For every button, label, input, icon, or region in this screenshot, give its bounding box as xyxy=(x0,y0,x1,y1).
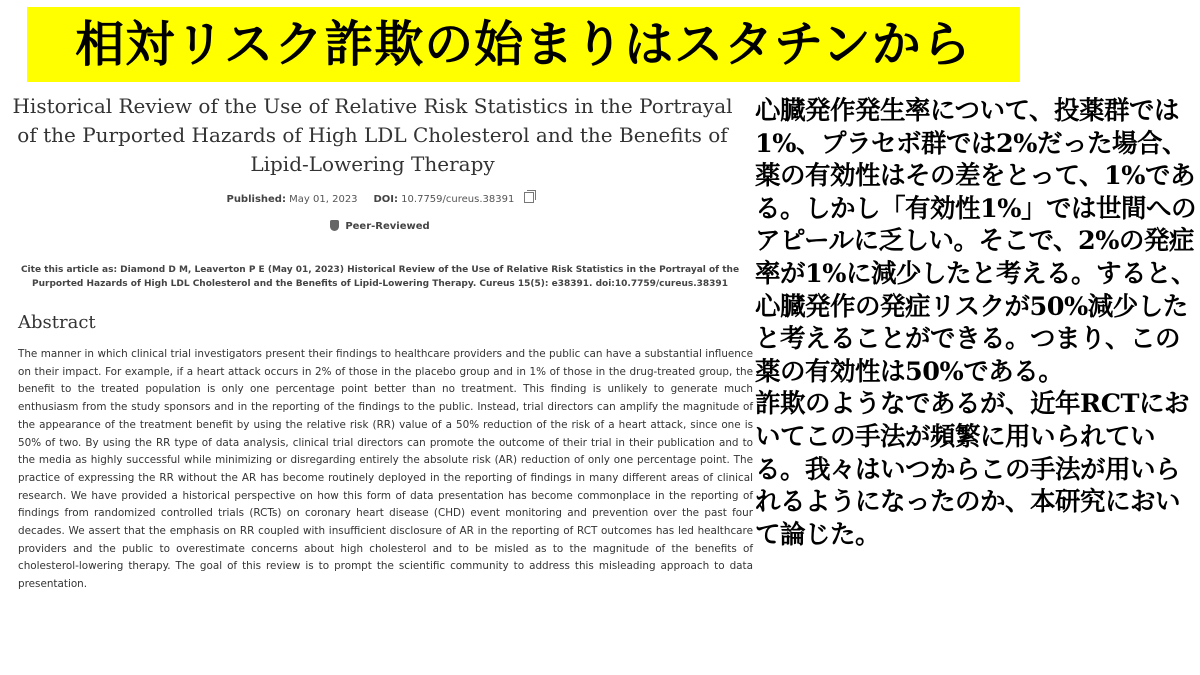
published-label: Published: xyxy=(226,194,286,205)
doi-value: 10.7759/cureus.38391 xyxy=(401,194,515,205)
peer-reviewed-label: Peer-Reviewed xyxy=(345,221,430,232)
copy-icon[interactable] xyxy=(524,192,534,203)
banner-title: 相対リスク詐欺の始まりはスタチンから xyxy=(75,16,972,73)
publication-meta xyxy=(170,192,590,205)
commentary-paragraph-2: 詐欺のようなであるが、近年RCTにおいてこの手法が頻繁に用いられている。我々はいつからこの手法が用いられるようになったのか、本研究において論じた。 xyxy=(755,389,1189,550)
shield-check-icon xyxy=(330,220,339,231)
title-banner xyxy=(27,7,1020,82)
abstract-body: The manner in which clinical trial investigators present their findings to healthcare providers and the public can have a substantial influence on their impact. For example, if a heart attack occurs in 2% of those in the placebo group and in 1% of those in the drug-treated group, the benefit to the treated population is only one percentage point better than no treatment. This finding is unlikely to generate much enthusiasm from the study sponsors and in the reporting of the findings to the public. Instead, trial directors can amplify the magnitude of the appearance of the treatment benefit by using the relative risk (RR) value of a 50% reduction of the risk of a heart attack, since one is 50% of two. By using the RR type of data analysis, clinical trial directors can promote the outcome of their trial in their publication and to the media as highly successful while minimizing or disregarding entirely the absolute risk (AR) reduction of only one percentage point. The practice of expressing the RR without the AR has become routinely deployed in the reporting of findings in many different areas of clinical research. We have provided a historical perspective on how this form of data presentation has become commonplace in the reporting of findings from randomized controlled trials (RCTs) on coronary heart disease (CHD) event monitoring and prevention over the past four decades. We assert that the emphasis on RR coupled with insufficient disclosure of AR in the reporting of RCT outcomes has led healthcare providers and the public to overestimate concerns about high cholesterol and to be misled as to the magnitude of the benefits of cholesterol-lowering therapy. The goal of this review is to prompt the scientific community to address this misleading approach to data presentation. xyxy=(18,348,753,591)
published-date: May 01, 2023 xyxy=(289,194,358,205)
commentary-paragraph-1: 心臓発作発生率について、投薬群では1%、プラセボ群では2%だった場合、薬の有効性はその差をとって、1%である。しかし「有効性1%」では世間へのアピールに乏しい。そこで、2%の発症率が1%に減少したと考える。すると、心臓発作の発症リスクが50%減少したと考えることができる。つまり、この薬の有効性は50%である。 xyxy=(755,96,1196,387)
paper-screenshot xyxy=(0,90,760,675)
paper-title: Historical Review of the Use of Relative Risk Statistics in the Portrayal of the Purported Hazards of High LDL Cholesterol and the Benefits of Lipid-Lowering Therapy xyxy=(12,94,733,176)
doi-label: DOI: xyxy=(373,194,398,205)
peer-reviewed-badge xyxy=(280,220,480,232)
abstract-heading: Abstract xyxy=(18,312,96,333)
japanese-commentary xyxy=(755,95,1200,551)
citation: Cite this article as: Diamond D M, Leaverton P E (May 01, 2023) Historical Review of the Use of Relative Risk Statistics in the Portrayal of the Purported Hazards of High LDL Cholesterol and the Benefits of Lipid-Lowering Therapy. Cureus 15(5): e38391. doi:10.7759/cureus.38391 xyxy=(20,265,740,289)
